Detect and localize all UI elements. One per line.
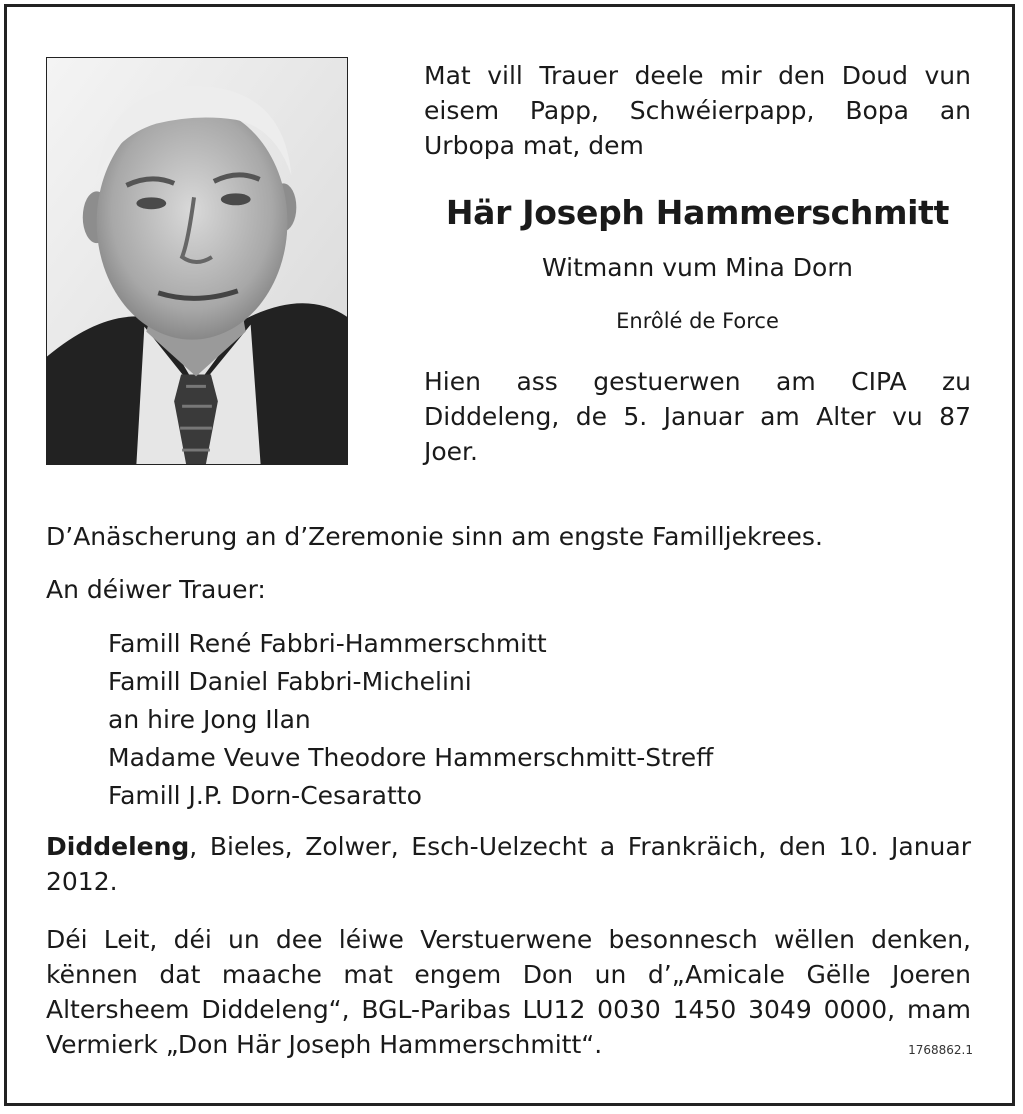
death-details: Hien ass gestuerwen am CIPA zu Diddeleng, de 5. Januar am Alter vu 87 Joer.: [424, 367, 971, 466]
ceremony-text: D’Anäscherung an d’Zeremonie sinn am engste Familljekrees.: [46, 522, 823, 551]
family-item: an hire Jong Ilan: [108, 705, 311, 734]
place-date: [46, 829, 971, 899]
donation-text: Déi Leit, déi un dee léiwe Verstuerwene besonnesch wëllen denken, kënnen dat maache mat engem Don un d’„Amicale Gëlle Joeren Altersheem Diddeleng“, BGL-Paribas LU12 0030 1450 3049 0000, mam Vermierk „Don Här Joseph Hammerschmitt“.: [46, 925, 971, 1059]
place-rest: , Bieles, Zolwer, Esch-Uelzecht a Frankräich, den 10. Januar 2012.: [46, 832, 971, 896]
family-list: [108, 625, 713, 815]
family-item: Famill René Fabbri-Hammerschmitt: [108, 629, 547, 658]
family-item: Famill J.P. Dorn-Cesaratto: [108, 781, 422, 810]
family-item: Madame Veuve Theodore Hammerschmitt-Streff: [108, 743, 714, 772]
deceased-name: Här Joseph Hammerschmitt: [445, 193, 950, 232]
portrait-photo: [46, 57, 348, 465]
enrole-line: Enrôlé de Force: [616, 309, 779, 333]
mourning-label: An déiwer Trauer:: [46, 575, 266, 604]
intro-text: Mat vill Trauer deele mir den Doud vun eisem Papp, Schwéierpapp, Bopa an Urbopa mat, dem: [424, 61, 971, 160]
reference-number: 1768862.1: [908, 1043, 973, 1057]
portrait-image: [47, 58, 347, 464]
place-name: Diddeleng: [46, 832, 190, 861]
family-item: Famill Daniel Fabbri-Michelini: [108, 667, 472, 696]
widower-line: Witmann vum Mina Dorn: [541, 253, 854, 282]
